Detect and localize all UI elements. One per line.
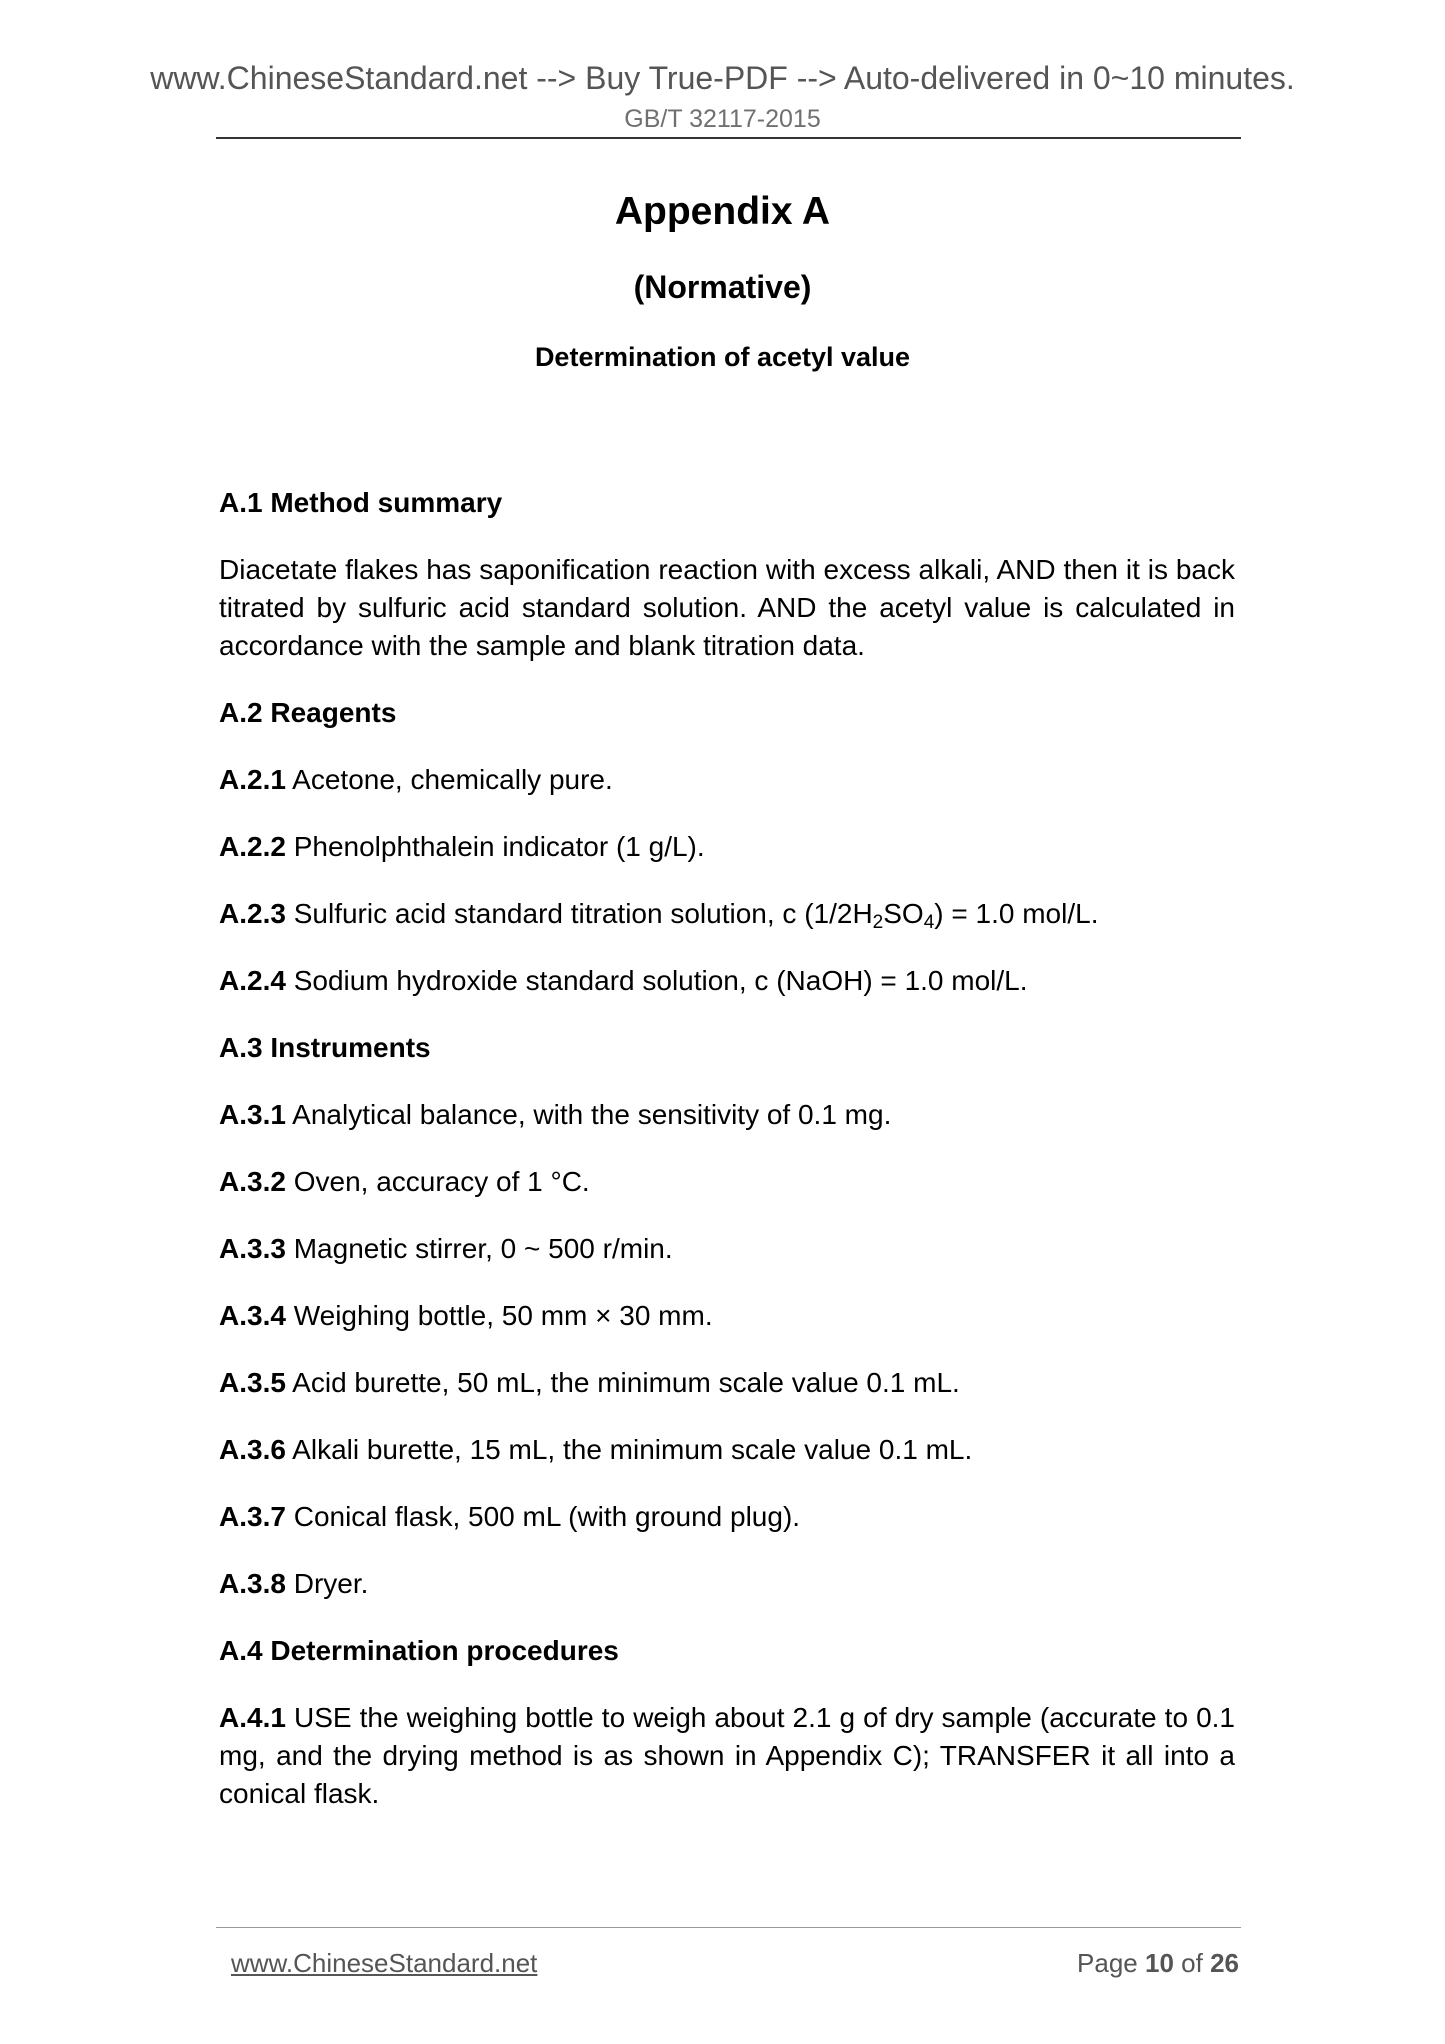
page-total: 26 (1210, 1948, 1239, 1978)
item-number: A.4.1 (219, 1702, 286, 1733)
method-summary-paragraph: Diacetate flakes has saponification reaction with excess alkali, AND then it is back titrated by sulfuric acid standard solution. AND the acetyl value is calculated in accordance with the sample and blank titration data. (219, 554, 1235, 661)
section-heading-a1: A.1 Method summary (219, 487, 503, 518)
item-text: Alkali burette, 15 mL, the minimum scale value 0.1 mL. (292, 1434, 973, 1465)
item-text: SO (883, 898, 924, 929)
item-number: A.3.7 (219, 1501, 286, 1532)
instrument-item (219, 1163, 1235, 1201)
item-text: Acetone, chemically pure. (292, 764, 613, 795)
instrument-item (219, 1364, 1235, 1402)
reagent-item (219, 962, 1235, 1000)
item-text: Sulfuric acid standard titration solution, c (1/2H (293, 898, 873, 929)
footer-divider (216, 1927, 1241, 1928)
item-text: Oven, accuracy of 1 °C. (293, 1166, 590, 1197)
instrument-item (219, 1297, 1235, 1335)
standard-number: GB/T 32117-2015 (624, 105, 821, 133)
instrument-item (219, 1096, 1235, 1134)
instrument-item (219, 1230, 1235, 1268)
item-number: A.3.1 (219, 1099, 286, 1130)
item-text: Sodium hydroxide standard solution, c (NaOH) = 1.0 mol/L. (293, 965, 1028, 996)
item-text: USE the weighing bottle to weigh about 2.1 g of dry sample (accurate to 0.1 mg, and the drying method is as shown in Appendix C); TRANSFER it all into a conical flask. (219, 1702, 1235, 1809)
item-number: A.3.2 (219, 1166, 286, 1197)
page-of: of (1181, 1948, 1203, 1978)
item-text: Conical flask, 500 mL (with ground plug). (293, 1501, 801, 1532)
section-heading-a2: A.2 Reagents (219, 697, 397, 728)
header-banner: www.ChineseStandard.net --> Buy True-PDF --> Auto-delivered in 0~10 minutes. (150, 60, 1295, 96)
document-body (219, 484, 1235, 1842)
item-text: Phenolphthalein indicator (1 g/L). (293, 831, 705, 862)
item-number: A.3.4 (219, 1300, 286, 1331)
appendix-subject: Determination of acetyl value (534, 342, 911, 372)
appendix-kind: (Normative) (633, 269, 812, 305)
item-text: Acid burette, 50 mL, the minimum scale value 0.1 mL. (292, 1367, 960, 1398)
item-number: A.2.3 (219, 898, 286, 929)
item-number: A.2.4 (219, 965, 286, 996)
item-number: A.3.6 (219, 1434, 286, 1465)
page-prefix: Page (1077, 1948, 1138, 1978)
page-number (1077, 1946, 1239, 1980)
page-current: 10 (1145, 1948, 1174, 1978)
instrument-item (219, 1565, 1235, 1603)
subscript: 2 (872, 912, 884, 933)
item-text: Magnetic stirrer, 0 ~ 500 r/min. (293, 1233, 673, 1264)
instrument-item (219, 1498, 1235, 1536)
item-text: ) = 1.0 mol/L. (934, 898, 1099, 929)
instrument-item (219, 1431, 1235, 1469)
footer-site-link[interactable]: www.ChineseStandard.net (231, 1948, 538, 1978)
reagent-item (219, 895, 1235, 933)
item-number: A.2.1 (219, 764, 286, 795)
section-heading-a4: A.4 Determination procedures (219, 1635, 619, 1666)
item-text: Analytical balance, with the sensitivity of 0.1 mg. (292, 1099, 892, 1130)
reagent-item (219, 828, 1235, 866)
subscript: 4 (923, 912, 935, 933)
header-divider (216, 137, 1241, 139)
item-number: A.3.3 (219, 1233, 286, 1264)
item-text: Dryer. (293, 1568, 369, 1599)
item-number: A.3.5 (219, 1367, 286, 1398)
item-number: A.2.2 (219, 831, 286, 862)
item-text: Weighing bottle, 50 mm × 30 mm. (293, 1300, 713, 1331)
item-number: A.3.8 (219, 1568, 286, 1599)
procedure-item (219, 1699, 1235, 1813)
reagent-item (219, 761, 1235, 799)
section-heading-a3: A.3 Instruments (219, 1032, 431, 1063)
appendix-title: Appendix A (614, 190, 831, 233)
